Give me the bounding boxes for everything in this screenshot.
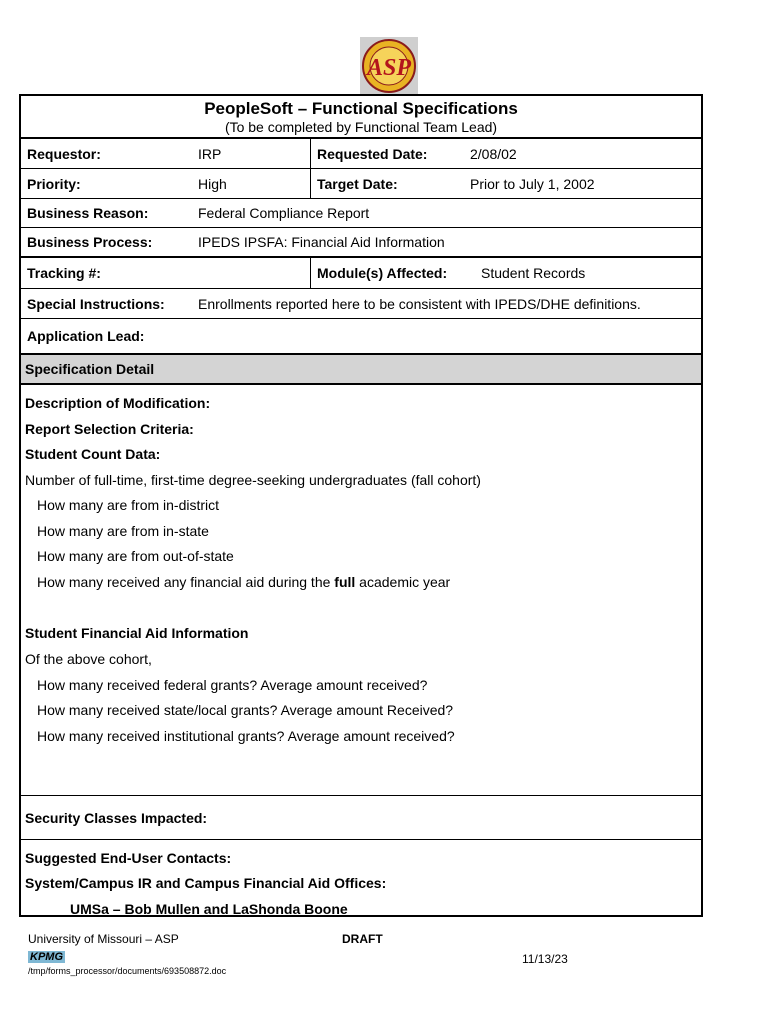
contacts-line-ir-fa: System/Campus IR and Campus Financial Aid Offices: — [25, 875, 387, 891]
specification-detail-header — [21, 355, 701, 385]
application-lead-label: Application Lead: — [27, 328, 145, 344]
count-intro: Number of full-time, first-time degree-seeking undergraduates (fall cohort) — [25, 472, 481, 488]
count-item-any-aid — [25, 574, 450, 590]
any-aid-bold: full — [334, 574, 356, 590]
priority-row — [21, 169, 701, 199]
business-reason-label: Business Reason: — [27, 205, 149, 221]
specification-detail-body — [25, 385, 701, 795]
divider — [310, 139, 311, 168]
requestor-row — [21, 139, 701, 169]
description-label: Description of Modification: — [25, 395, 211, 411]
functional-spec-form — [19, 94, 703, 917]
form-title-row — [21, 96, 701, 139]
form-subtitle: (To be completed by Functional Team Lead) — [224, 119, 498, 135]
kpmg-logo: KPMG — [30, 951, 63, 963]
modules-affected-value: Student Records — [481, 265, 586, 281]
logo-text: ASP — [366, 55, 412, 81]
business-reason-value: Federal Compliance Report — [198, 205, 370, 221]
footer-path: /tmp/forms_processor/documents/693508872.doc — [28, 966, 227, 976]
tracking-label: Tracking #: — [27, 265, 101, 281]
specification-detail-label: Specification Detail — [25, 361, 155, 377]
any-aid-suffix: academic year — [355, 574, 451, 590]
contacts-label: Suggested End-User Contacts: — [25, 850, 232, 866]
business-reason-row — [21, 199, 701, 228]
business-process-label: Business Process: — [27, 234, 153, 250]
application-lead-row — [21, 319, 701, 355]
asp-logo — [360, 37, 418, 95]
footer-status: DRAFT — [342, 932, 383, 946]
aid-item-institutional: How many received institutional grants? Average amount received? — [37, 728, 455, 744]
contacts-section — [25, 840, 701, 917]
count-item-out-of-state: How many are from out-of-state — [37, 548, 234, 564]
report-selection-label: Report Selection Criteria: — [25, 421, 194, 437]
requestor-label: Requestor: — [27, 145, 101, 162]
aid-intro: Of the above cohort, — [25, 651, 152, 667]
business-process-value: IPEDS IPSFA: Financial Aid Information — [198, 234, 445, 250]
form-title: PeopleSoft – Functional Specifications — [204, 99, 518, 118]
security-classes-label: Security Classes Impacted: — [25, 809, 208, 826]
footer-date: 11/13/23 — [522, 952, 568, 966]
tracking-row — [21, 258, 701, 289]
divider — [310, 169, 311, 198]
priority-value: High — [198, 175, 227, 192]
financial-aid-label: Student Financial Aid Information — [25, 625, 249, 641]
aid-item-state-local: How many received state/local grants? Average amount Received? — [37, 702, 454, 718]
target-date-value: Prior to July 1, 2002 — [470, 175, 595, 192]
requested-date-label: Requested Date: — [317, 145, 428, 162]
security-classes-row — [21, 795, 701, 840]
special-instructions-value: Enrollments reported here to be consistent with IPEDS/DHE definitions. — [198, 295, 641, 312]
target-date-label: Target Date: — [317, 175, 398, 192]
priority-label: Priority: — [27, 175, 81, 192]
student-count-label: Student Count Data: — [25, 446, 161, 462]
special-instructions-row — [21, 289, 701, 319]
aid-item-federal: How many received federal grants? Average amount received? — [37, 677, 428, 693]
requestor-value: IRP — [198, 145, 222, 162]
count-item-in-district: How many are from in-district — [37, 497, 220, 513]
count-item-in-state: How many are from in-state — [37, 523, 209, 539]
contacts-line-umsa: UMSa – Bob Mullen and LaShonda Boone — [70, 901, 348, 917]
any-aid-prefix: How many received any financial aid during the — [37, 574, 335, 590]
modules-affected-label: Module(s) Affected: — [317, 265, 448, 281]
divider — [310, 258, 311, 288]
business-process-row — [21, 228, 701, 258]
requested-date-value: 2/08/02 — [470, 145, 517, 162]
footer-org: University of Missouri – ASP — [28, 932, 179, 946]
special-instructions-label: Special Instructions: — [27, 295, 165, 312]
